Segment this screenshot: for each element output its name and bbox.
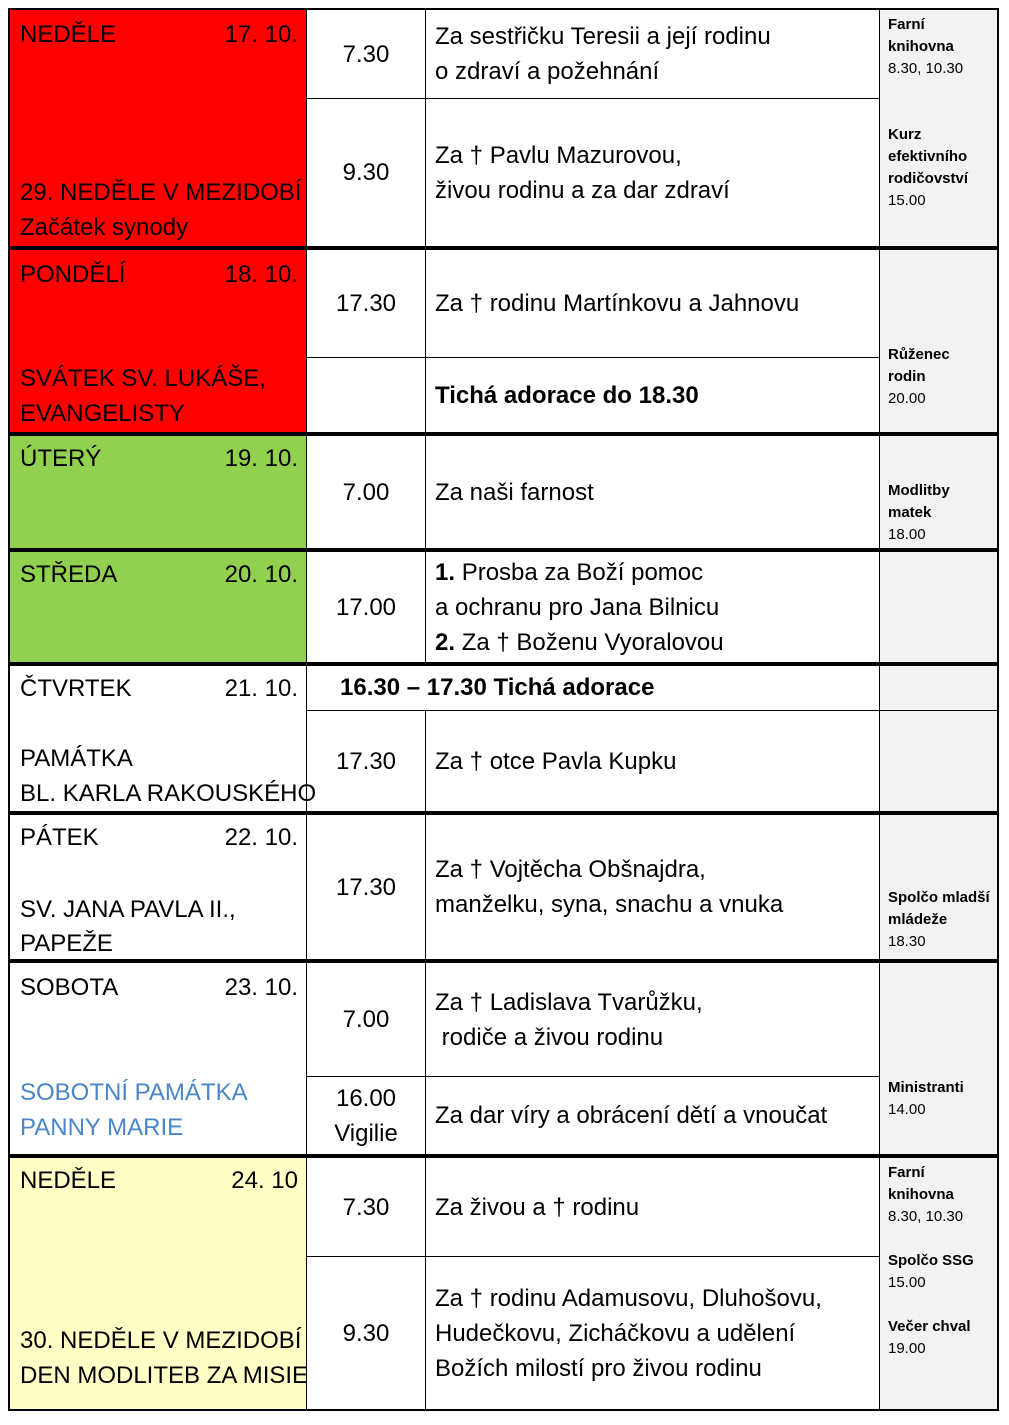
event-item [888,887,990,953]
mass-time-note: Vigilie [334,1119,398,1147]
intention-line: Prosba za Boží pomoc [461,558,704,586]
item-number: 1. [435,558,456,586]
mass-intention [425,815,879,959]
events-cell [879,1158,997,1409]
mass-time: 7.30 [307,10,426,98]
day-block-tuesday [8,434,999,550]
mass-intention [425,963,879,1076]
day-subtitle: EVANGELISTY [20,400,185,427]
day-subtitle: 29. NEDĚLE V MEZIDOBÍ [20,179,302,206]
mass-time [307,358,426,432]
event-name: Spolčo mladší [888,889,990,906]
event-name: matek [888,504,932,521]
mass-entry [307,1256,879,1409]
adoration-banner [307,666,879,710]
mass-time: 17.00 [307,552,426,662]
mass-entry [307,963,879,1076]
mass-entry [307,98,879,246]
day-subtitle: PAPEŽE [20,930,113,957]
event-name: Kurz [888,126,922,143]
intention-line: Za † Ladislava Tvarůžku, [435,988,703,1016]
day-subtitle: DEN MODLITEB ZA MISIE [20,1362,309,1389]
event-item [888,1316,971,1360]
intention-line: Tichá adorace do 18.30 [435,381,699,409]
intention-line: rodiče a živou rodinu [435,1023,664,1051]
event-item [888,1162,963,1228]
intention-line: Za † Vojtěcha Obšnajdra, [435,856,706,883]
mass-intention [425,250,879,357]
mass-time-cell [307,1077,426,1154]
intention-line: Za † rodinu Adamusovu, Dluhošovu, [435,1284,822,1312]
intention-line: Za dar víry a obrácení dětí a vnoučat [435,1102,828,1129]
item-number: 2. [435,628,456,656]
day-name: NEDĚLE [20,1167,117,1194]
event-item [888,1077,964,1121]
day-block-monday [8,248,999,434]
day-name: ÚTERÝ [20,445,102,472]
mass-entry [307,710,879,811]
event-time: 8.30, 10.30 [888,1208,964,1225]
day-name: ČTVRTEK [20,675,132,702]
mass-intention [425,10,879,98]
day-cell [10,250,307,432]
mass-intention [425,1158,879,1256]
mass-entry [307,436,879,548]
day-cell [10,436,307,548]
day-cell [10,1158,307,1409]
day-name: NEDĚLE [20,21,117,48]
day-block-wednesday [8,550,999,664]
day-subtitle: SV. JANA PAVLA II., [20,896,236,923]
intention-line: Za živou a † rodinu [435,1193,640,1221]
day-date: 18. 10. [224,261,298,288]
event-name: rodičovství [888,170,969,187]
intention-item [435,555,879,590]
intention-line: Za † Boženu Vyoralovou [461,628,724,656]
day-subtitle: BL. KARLA RAKOUSKÉHO [20,780,317,807]
event-time: 18.30 [888,933,926,950]
day-subtitle: Začátek synody [20,214,189,241]
day-date: 20. 10. [224,561,298,588]
event-name: Ministranti [888,1079,964,1096]
mass-time: 7.30 [307,1158,426,1256]
day-name: PÁTEK [20,824,99,851]
intention-line: manželku, syna, snachu a vnuka [435,891,784,918]
mass-intention [425,711,879,811]
mass-time: 17.30 [307,711,426,811]
intention-line: o zdraví a požehnání [435,58,660,85]
adoration-entry [307,357,879,432]
day-cell [10,666,317,811]
day-subtitle: 30. NEDĚLE V MEZIDOBÍ [20,1327,302,1354]
events-cell [879,963,997,1154]
event-item [888,124,968,212]
day-cell [10,10,307,246]
event-item [888,480,950,546]
events-cell [879,250,997,432]
day-date: 19. 10. [224,445,298,472]
intention-line: Za † rodinu Martínkovu a Jahnovu [435,290,800,317]
event-time: 14.00 [888,1101,926,1118]
mass-entry [307,250,879,357]
event-name: Večer chval [888,1318,971,1335]
mass-time: 7.00 [307,436,426,548]
mass-entry [307,815,879,959]
day-date: 17. 10. [224,21,298,48]
event-name: efektivního [888,148,968,165]
events-cell [879,10,997,246]
day-cell [10,552,307,662]
day-name: STŘEDA [20,561,118,588]
day-date: 21. 10. [224,675,298,702]
mass-intention [425,552,879,662]
mass-intention [425,436,879,548]
intention-line: Za † otce Pavla Kupku [435,747,677,775]
intention-line: Za sestřičku Teresii a její rodinu [435,23,771,50]
day-name: PONDĚLÍ [20,261,126,288]
event-name: knihovna [888,1186,954,1203]
intention-item [435,590,879,625]
mass-entry [307,10,879,98]
event-time: 18.00 [888,526,926,543]
event-name: Růženec [888,346,950,363]
event-item [888,344,950,410]
intention-line: živou rodinu a za dar zdraví [435,176,730,204]
day-block-sunday-17 [8,8,999,248]
divider [880,710,997,711]
adoration-text: 16.30 – 17.30 Tichá adorace [340,674,655,701]
mass-intention [425,1077,879,1154]
intention-line: Za † Pavlu Mazurovou, [435,141,682,169]
mass-intention [425,358,879,432]
events-cell [879,815,997,959]
mass-entry [307,552,879,662]
day-subtitle: PANNY MARIE [20,1114,184,1141]
event-time: 8.30, 10.30 [888,60,964,77]
day-block-sunday-24 [8,1156,999,1411]
intention-line: a ochranu pro Jana Bilnicu [435,593,720,621]
mass-time: 9.30 [307,99,426,246]
day-block-friday [8,813,999,961]
mass-entry [307,1158,879,1256]
mass-time: 16.00 [335,1084,397,1112]
day-date: 23. 10. [224,974,298,1001]
event-name: Spolčo SSG [888,1252,974,1269]
intention-line: Božích milostí pro živou rodinu [435,1354,762,1382]
event-name: Farní [888,1164,925,1181]
intention-line: Za naši farnost [435,478,594,506]
events-cell [879,436,997,548]
mass-intention [425,1257,879,1409]
intention-item [435,625,879,660]
event-time: 19.00 [888,1340,926,1357]
day-date: 22. 10. [224,824,298,851]
day-cell [10,815,307,959]
day-subtitle: SOBOTNÍ PAMÁTKA [20,1079,248,1106]
event-time: 15.00 [888,1274,926,1291]
mass-entry [307,1076,879,1154]
mass-time: 7.00 [307,963,426,1076]
day-date: 24. 10 [231,1167,298,1194]
event-item [888,1250,974,1294]
mass-time: 17.30 [307,250,426,357]
day-subtitle: SVÁTEK SV. LUKÁŠE, [20,365,266,392]
mass-time: 9.30 [307,1257,426,1409]
event-name: rodin [888,368,926,385]
event-item [888,14,963,80]
event-time: 15.00 [888,192,926,209]
event-name: Farní [888,16,925,33]
event-name: mládeže [888,911,948,928]
events-cell [879,552,997,662]
mass-time: 17.30 [307,815,426,959]
day-block-thursday [8,664,999,813]
mass-intention [425,99,879,246]
intention-line: Hudečkovu, Zicháčkovu a udělení [435,1319,796,1347]
day-block-saturday [8,961,999,1156]
event-name: knihovna [888,38,954,55]
day-cell [10,963,307,1154]
day-subtitle: PAMÁTKA [20,745,133,772]
event-time: 20.00 [888,390,926,407]
event-name: Modlitby [888,482,950,499]
events-cell [879,666,997,811]
day-name: SOBOTA [20,974,119,1001]
